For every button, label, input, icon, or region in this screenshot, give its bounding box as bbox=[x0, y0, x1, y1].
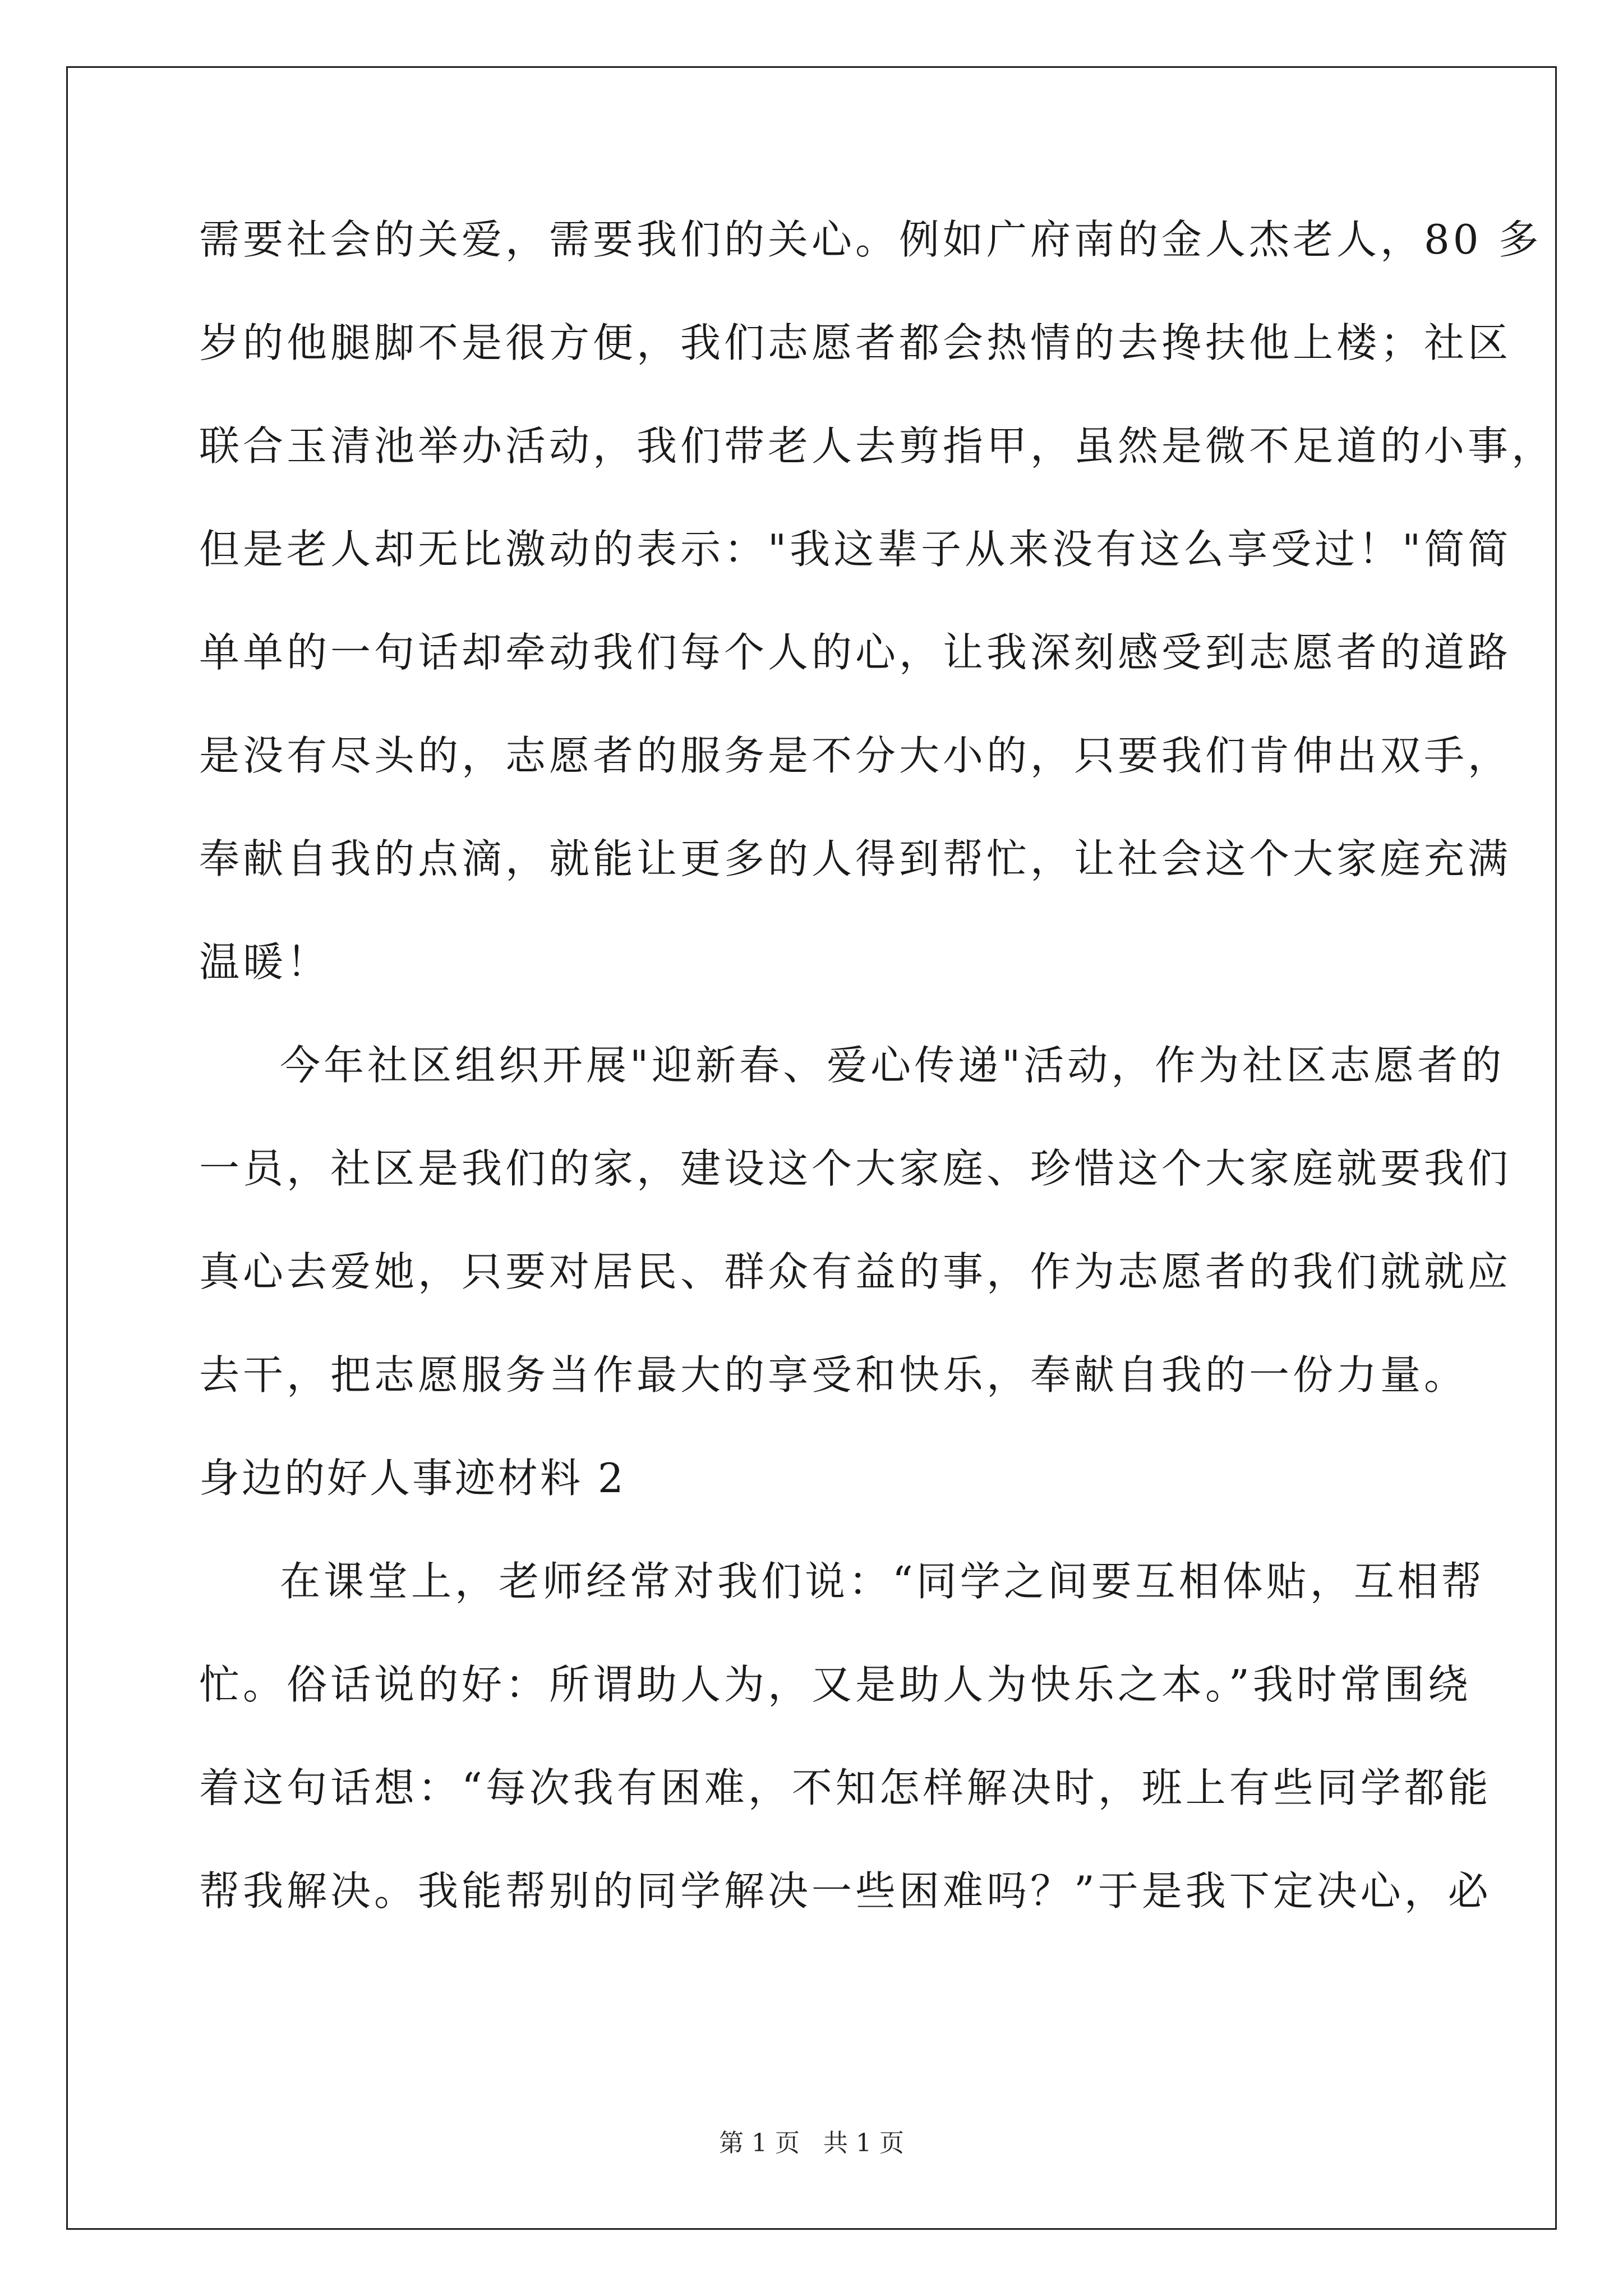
page-total: 共 1 页 bbox=[823, 2129, 904, 2157]
paragraph-line: 是没有尽头的，志愿者的服务是不分大小的，只要我们肯伸出双手， bbox=[199, 732, 1512, 779]
paragraph-line: 真心去爱她，只要对居民、群众有益的事，作为志愿者的我们就就应 bbox=[199, 1248, 1512, 1295]
section-heading: 身边的好人事迹材料 2 bbox=[199, 1455, 626, 1502]
paragraph-line: 一员，社区是我们的家，建设这个大家庭、珍惜这个大家庭就要我们 bbox=[199, 1145, 1512, 1192]
paragraph-line: 今年社区组织开展"迎新春、爱心传递"活动，作为社区志愿者的 bbox=[280, 1042, 1505, 1089]
page-number: 第 1 页 bbox=[719, 2129, 800, 2157]
paragraph-line: 单单的一句话却牵动我们每个人的心，让我深刻感受到志愿者的道路 bbox=[199, 629, 1512, 676]
paragraph-line: 去干，把志愿服务当作最大的享受和快乐，奉献自我的一份力量。 bbox=[199, 1351, 1468, 1398]
paragraph-line: 温暖！ bbox=[199, 938, 331, 986]
paragraph-line: 奉献自我的点滴，就能让更多的人得到帮忙，让社会这个大家庭充满 bbox=[199, 835, 1512, 882]
page-footer bbox=[0, 2129, 1623, 2158]
paragraph-line: 着这句话想：“每次我有困难，不知怎样解决时，班上有些同学都能 bbox=[199, 1764, 1492, 1811]
document-body bbox=[199, 216, 1556, 1971]
paragraph-line: 帮我解决。我能帮别的同学解决一些困难吗？”于是我下定决心，必 bbox=[199, 1867, 1492, 1915]
footer-spacer bbox=[800, 2129, 823, 2157]
paragraph-line: 需要社会的关爱，需要我们的关心。例如广府南的金人杰老人，80 多 bbox=[199, 216, 1542, 263]
paragraph-line: 但是老人却无比激动的表示："我这辈子从来没有这么享受过！"简简 bbox=[199, 526, 1512, 573]
paragraph-line: 在课堂上，老师经常对我们说：“同学之间要互相体贴，互相帮 bbox=[280, 1558, 1485, 1605]
paragraph-line: 忙。俗话说的好：所谓助人为，又是助人为快乐之本。”我时常围绕 bbox=[199, 1661, 1472, 1708]
paragraph-line: 联合玉清池举办活动，我们带老人去剪指甲，虽然是微不足道的小事， bbox=[199, 422, 1556, 470]
paragraph-line: 岁的他腿脚不是很方便，我们志愿者都会热情的去搀扶他上楼；社区 bbox=[199, 319, 1512, 366]
